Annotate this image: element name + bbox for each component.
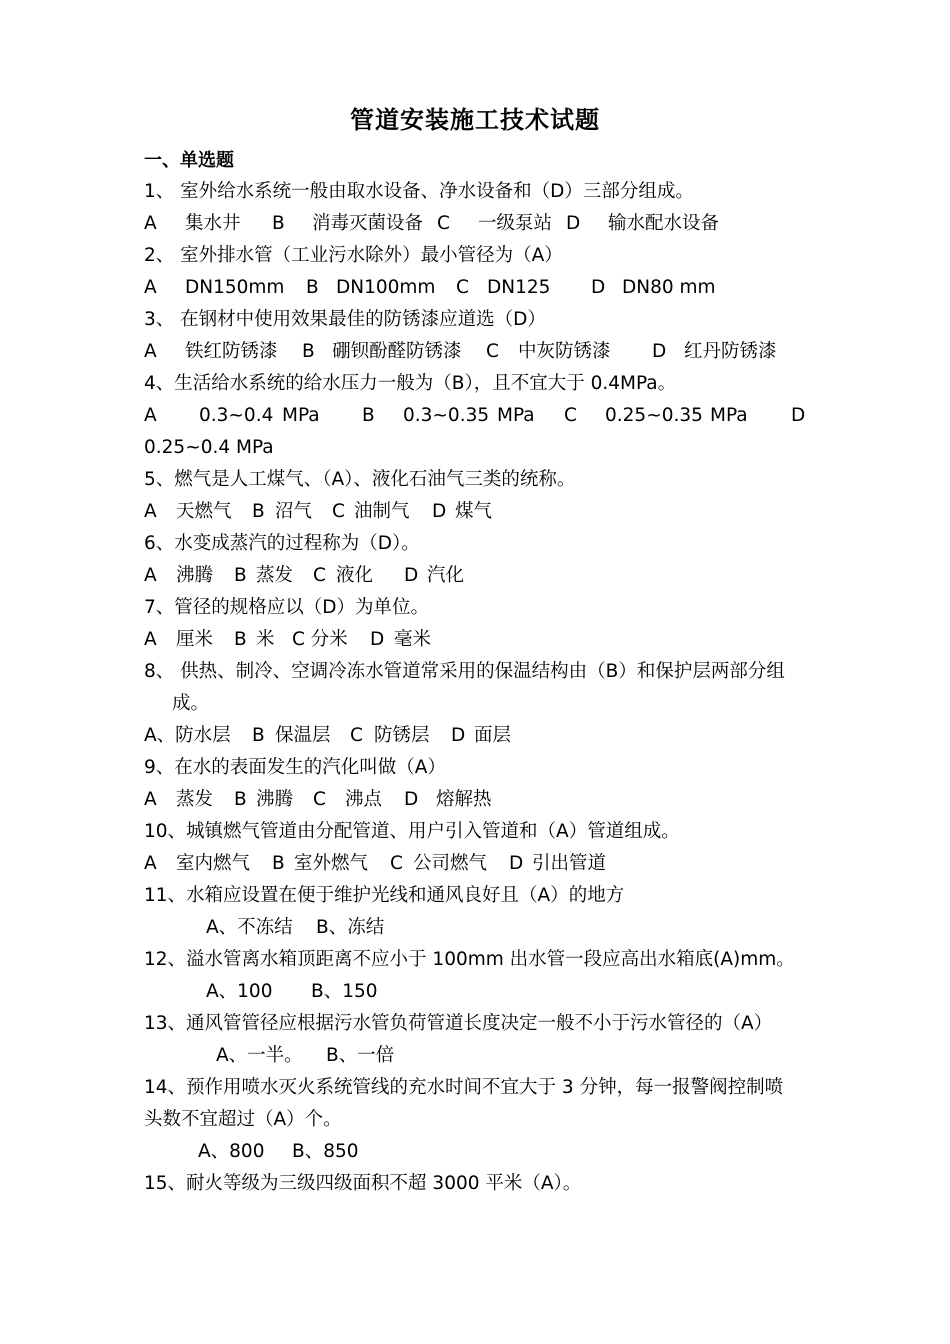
option-text: B、150 bbox=[311, 981, 378, 1002]
option-text: 沸腾 bbox=[176, 565, 214, 586]
option-label: A bbox=[144, 501, 157, 522]
option-text: 保温层 bbox=[275, 725, 331, 746]
option-text: 蒸发 bbox=[256, 565, 294, 586]
option-label: B bbox=[252, 501, 265, 522]
question-14-wrap: 头数不宜超过（A）个。 bbox=[144, 1109, 342, 1130]
option-text: 熔解热 bbox=[436, 789, 492, 810]
option-text: A、不冻结 bbox=[206, 917, 293, 938]
option-label: B bbox=[234, 565, 247, 586]
option-text: DN80 mm bbox=[622, 277, 716, 298]
option-text: 汽化 bbox=[427, 565, 465, 586]
option-label: A bbox=[144, 565, 157, 586]
question-5: 5、燃气是人工煤气、（A）、液化石油气三类的统称。 bbox=[144, 469, 576, 490]
option-label: B bbox=[272, 213, 285, 234]
option-text: A、防水层 bbox=[144, 725, 231, 746]
option-label: D bbox=[591, 277, 606, 298]
option-text: 输水配水设备 bbox=[608, 213, 720, 234]
option-text: DN150mm bbox=[185, 277, 285, 298]
option-text: 0.25~0.35 bbox=[605, 405, 703, 426]
option-label: A bbox=[144, 213, 157, 234]
question-8: 8、 供热、制冷、空调冷冻水管道常采用的保温结构由（B）和保护层两部分组 bbox=[144, 661, 785, 682]
option-text: 一级泵站 bbox=[478, 213, 553, 234]
question-1: 1、 室外给水系统一般由取水设备、净水设备和（D）三部分组成。 bbox=[144, 181, 694, 202]
question-6: 6、水变成蒸汽的过程称为（D）。 bbox=[144, 533, 420, 554]
option-label: B bbox=[306, 277, 319, 298]
option-text: 0.25~0.4 MPa bbox=[144, 437, 274, 458]
option-label: C bbox=[486, 341, 499, 362]
option-text: 沼气 bbox=[275, 501, 313, 522]
option-text: 防锈层 bbox=[374, 725, 430, 746]
option-text: DN125 bbox=[487, 277, 551, 298]
option-text: DN100mm bbox=[336, 277, 436, 298]
option-text: 室内燃气 bbox=[176, 853, 251, 874]
option-label: B bbox=[234, 629, 247, 650]
question-4: 4、生活给水系统的给水压力一般为（B），且不宜大于 0.4MPa。 bbox=[144, 373, 677, 394]
option-label: B bbox=[362, 405, 375, 426]
option-label: D bbox=[509, 853, 524, 874]
option-text: 集水井 bbox=[185, 213, 241, 234]
option-text: 铁红防锈漆 bbox=[185, 341, 278, 362]
option-text: 米 bbox=[256, 629, 275, 650]
option-text: C 分米 bbox=[292, 629, 348, 650]
option-text: 0.3~0.4 bbox=[199, 405, 274, 426]
option-label: D bbox=[451, 725, 466, 746]
option-text: B、冻结 bbox=[316, 917, 385, 938]
option-label: C bbox=[313, 565, 326, 586]
option-label: A bbox=[144, 405, 157, 426]
option-text: 煤气 bbox=[455, 501, 493, 522]
page-title: 管道安装施工技术试题 bbox=[350, 106, 600, 134]
option-label: D bbox=[432, 501, 447, 522]
option-text: A、一半。 bbox=[216, 1045, 303, 1066]
question-7: 7、管径的规格应以（D）为单位。 bbox=[144, 597, 430, 618]
question-14: 14、预作用喷水灭火系统管线的充水时间不宜大于 3 分钟，每一报警阀控制喷 bbox=[144, 1077, 784, 1098]
option-label: A bbox=[144, 277, 157, 298]
option-label: C bbox=[437, 213, 450, 234]
option-text: 沸点 bbox=[345, 789, 383, 810]
question-12: 12、溢水管离水箱顶距离不应小于 100mm 出水管一段应高出水箱底(A)mm。 bbox=[144, 949, 795, 970]
option-label: A bbox=[144, 341, 157, 362]
option-label: B bbox=[252, 725, 265, 746]
option-label: C bbox=[313, 789, 326, 810]
option-text: 引出管道 bbox=[532, 853, 607, 874]
option-label: A bbox=[144, 789, 157, 810]
option-label: C bbox=[350, 725, 363, 746]
question-3: 3、 在钢材中使用效果最佳的防锈漆应道选（D） bbox=[144, 309, 546, 330]
option-text: 公司燃气 bbox=[413, 853, 488, 874]
section-heading: 一、单选题 bbox=[144, 150, 234, 171]
question-10: 10、城镇燃气管道由分配管道、用户引入管道和（A）管道组成。 bbox=[144, 821, 680, 842]
option-text: 面层 bbox=[474, 725, 512, 746]
option-label: D bbox=[370, 629, 385, 650]
option-text: 天燃气 bbox=[176, 501, 232, 522]
question-9: 9、在水的表面发生的汽化叫做（A） bbox=[144, 757, 446, 778]
question-15: 15、耐火等级为三级四级面积不超 3000 平米（A）。 bbox=[144, 1173, 582, 1194]
option-text: 中灰防锈漆 bbox=[518, 341, 611, 362]
option-label: C bbox=[456, 277, 469, 298]
question-2: 2、 室外排水管（工业污水除外）最小管径为（A） bbox=[144, 245, 563, 266]
option-label: D bbox=[652, 341, 667, 362]
option-label: A bbox=[144, 629, 157, 650]
option-label: B bbox=[272, 853, 285, 874]
option-text: 厘米 bbox=[176, 629, 214, 650]
option-text: B、一倍 bbox=[326, 1045, 395, 1066]
option-unit: MPa bbox=[497, 405, 535, 426]
option-label: B bbox=[302, 341, 315, 362]
option-label: D bbox=[566, 213, 581, 234]
question-8-wrap: 成。 bbox=[172, 693, 210, 714]
option-text: 毫米 bbox=[394, 629, 432, 650]
option-unit: MPa bbox=[710, 405, 748, 426]
option-text: A、100 bbox=[206, 981, 273, 1002]
option-label: A bbox=[144, 853, 157, 874]
question-13: 13、通风管管径应根据污水管负荷管道长度决定一般不小于污水管径的（A） bbox=[144, 1013, 773, 1034]
question-11: 11、水箱应设置在便于维护光线和通风良好且（A）的地方 bbox=[144, 885, 625, 906]
option-text: 液化 bbox=[336, 565, 374, 586]
option-text: 消毒灭菌设备 bbox=[312, 213, 424, 234]
option-text: 沸腾 bbox=[256, 789, 294, 810]
option-text: 蒸发 bbox=[176, 789, 214, 810]
option-text: B、850 bbox=[292, 1141, 359, 1162]
option-label: D bbox=[404, 565, 419, 586]
option-text: 硼钡酚醛防锈漆 bbox=[332, 341, 462, 362]
option-text: 红丹防锈漆 bbox=[684, 341, 777, 362]
option-label: D bbox=[791, 405, 806, 426]
option-label: C bbox=[564, 405, 577, 426]
option-text: A、800 bbox=[198, 1141, 265, 1162]
option-text: 油制气 bbox=[354, 501, 410, 522]
option-text: 室外燃气 bbox=[294, 853, 369, 874]
option-label: B bbox=[234, 789, 247, 810]
option-text: 0.3~0.35 bbox=[403, 405, 490, 426]
option-label: D bbox=[404, 789, 419, 810]
option-unit: MPa bbox=[282, 405, 320, 426]
option-label: C bbox=[332, 501, 345, 522]
option-label: C bbox=[390, 853, 403, 874]
